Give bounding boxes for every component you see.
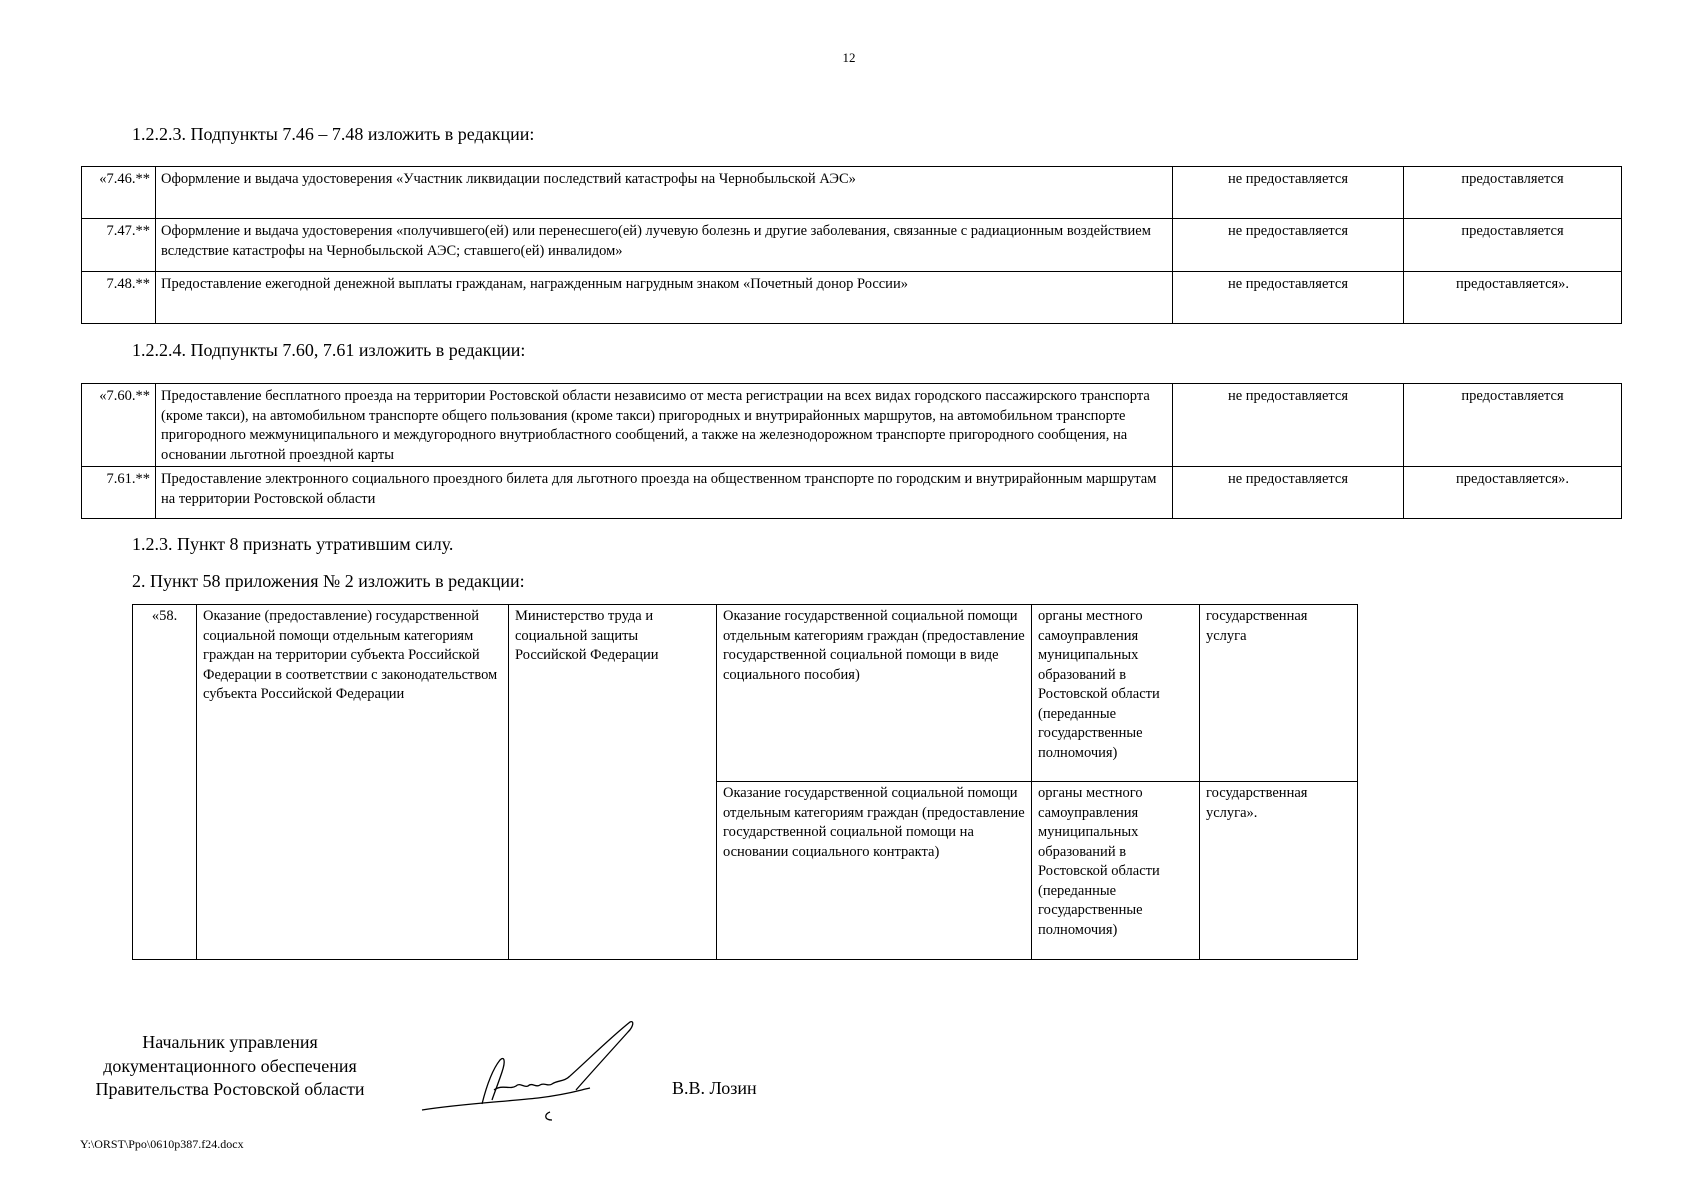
- signatory-title: Начальник управления документационного обеспечения Правительства Ростовской области: [95, 1032, 365, 1099]
- service-description: Предоставление бесплатного проезда на территории Ростовской области независимо от места регистрации на всех видах городского пассажирского транспорта (кроме такси), на автомобильном транспорте общего пользования (кроме такси) пригородных и внутрирайонных маршрутов, на автомобильном транспорте пригородного межмуниципального и междугородного внутриобластного сообщений, а также на железнодорожном транспорте пригородного сообщения, на основании льготной проездной карты: [156, 384, 1173, 467]
- status-cell: не предоставляется: [1173, 219, 1404, 272]
- status-cell: предоставляется».: [1404, 272, 1622, 324]
- status-cell: предоставляется».: [1404, 467, 1622, 519]
- signatory-name: В.В. Лозин: [672, 1078, 757, 1098]
- section-1-2-2-4-heading: 1.2.2.4. Подпункты 7.60, 7.61 изложить в редакции:: [132, 340, 526, 360]
- table-row: [82, 167, 1622, 219]
- table-subitems-7-60-7-61: [81, 383, 1622, 519]
- provider-org: органы местного самоуправления муниципальных образований в Ростовской области (переданные государственные полномочия): [1032, 605, 1200, 782]
- section-1-2-2-3-heading: 1.2.2.3. Подпункты 7.46 – 7.48 изложить в редакции:: [132, 124, 535, 144]
- status-cell: предоставляется: [1404, 167, 1622, 219]
- status-cell: не предоставляется: [1173, 384, 1404, 467]
- table-row: [82, 272, 1622, 324]
- page-number: 12: [842, 50, 856, 65]
- status-cell: не предоставляется: [1173, 467, 1404, 519]
- row-number: 7.61.**: [82, 467, 156, 519]
- table-appendix-2-item-58: [132, 604, 1358, 960]
- provider-org: органы местного самоуправления муниципальных образований в Ростовской области (переданные государственные полномочия): [1032, 782, 1200, 960]
- ministry: Министерство труда и социальной защиты Российской Федерации: [509, 605, 717, 960]
- table-row: [82, 219, 1622, 272]
- row-number: «7.46.**: [82, 167, 156, 219]
- status-cell: предоставляется: [1404, 219, 1622, 272]
- service-variant: Оказание государственной социальной помощи отдельным категориям граждан (предоставление государственной социальной помощи в виде социального пособия): [717, 605, 1032, 782]
- service-name: Оказание (предоставление) государственной социальной помощи отдельным категориям граждан на территории субъекта Российской Федерации в соответствии с законодательством субъекта Российской Федерации: [197, 605, 509, 960]
- table-row: [82, 384, 1622, 467]
- service-type: государственная услуга: [1200, 605, 1358, 782]
- service-description: Предоставление ежегодной денежной выплаты гражданам, награжденным нагрудным знаком «Почетный донор России»: [156, 272, 1173, 324]
- row-number: «7.60.**: [82, 384, 156, 467]
- row-number: 7.47.**: [82, 219, 156, 272]
- item-number: «58.: [133, 605, 197, 960]
- service-description: Предоставление электронного социального проездного билета для льготного проезда на общественном транспорте по городским и внутрирайонным маршрутам на территории Ростовской области: [156, 467, 1173, 519]
- status-cell: не предоставляется: [1173, 167, 1404, 219]
- status-cell: не предоставляется: [1173, 272, 1404, 324]
- service-type: государственная услуга».: [1200, 782, 1358, 960]
- status-cell: предоставляется: [1404, 384, 1622, 467]
- file-path: Y:\ORST\Ppo\0610p387.f24.docx: [80, 1137, 244, 1151]
- service-description: Оформление и выдача удостоверения «Участник ликвидации последствий катастрофы на Чернобыльской АЭС»: [156, 167, 1173, 219]
- table-subitems-7-46-7-48: [81, 166, 1622, 324]
- handwritten-signature: [420, 1018, 660, 1128]
- row-number: 7.48.**: [82, 272, 156, 324]
- service-variant: Оказание государственной социальной помощи отдельным категориям граждан (предоставление государственной социальной помощи на основании социального контракта): [717, 782, 1032, 960]
- table-row: [133, 605, 1358, 782]
- table-row: [82, 467, 1622, 519]
- service-description: Оформление и выдача удостоверения «получившего(ей) или перенесшего(ей) лучевую болезнь и другие заболевания, связанные с радиационным воздействием вследствие катастрофы на Чернобыльской АЭС; ставшего(ей) инвалидом»: [156, 219, 1173, 272]
- section-2-heading: 2. Пункт 58 приложения № 2 изложить в редакции:: [132, 571, 525, 591]
- section-1-2-3-text: 1.2.3. Пункт 8 признать утратившим силу.: [132, 534, 454, 554]
